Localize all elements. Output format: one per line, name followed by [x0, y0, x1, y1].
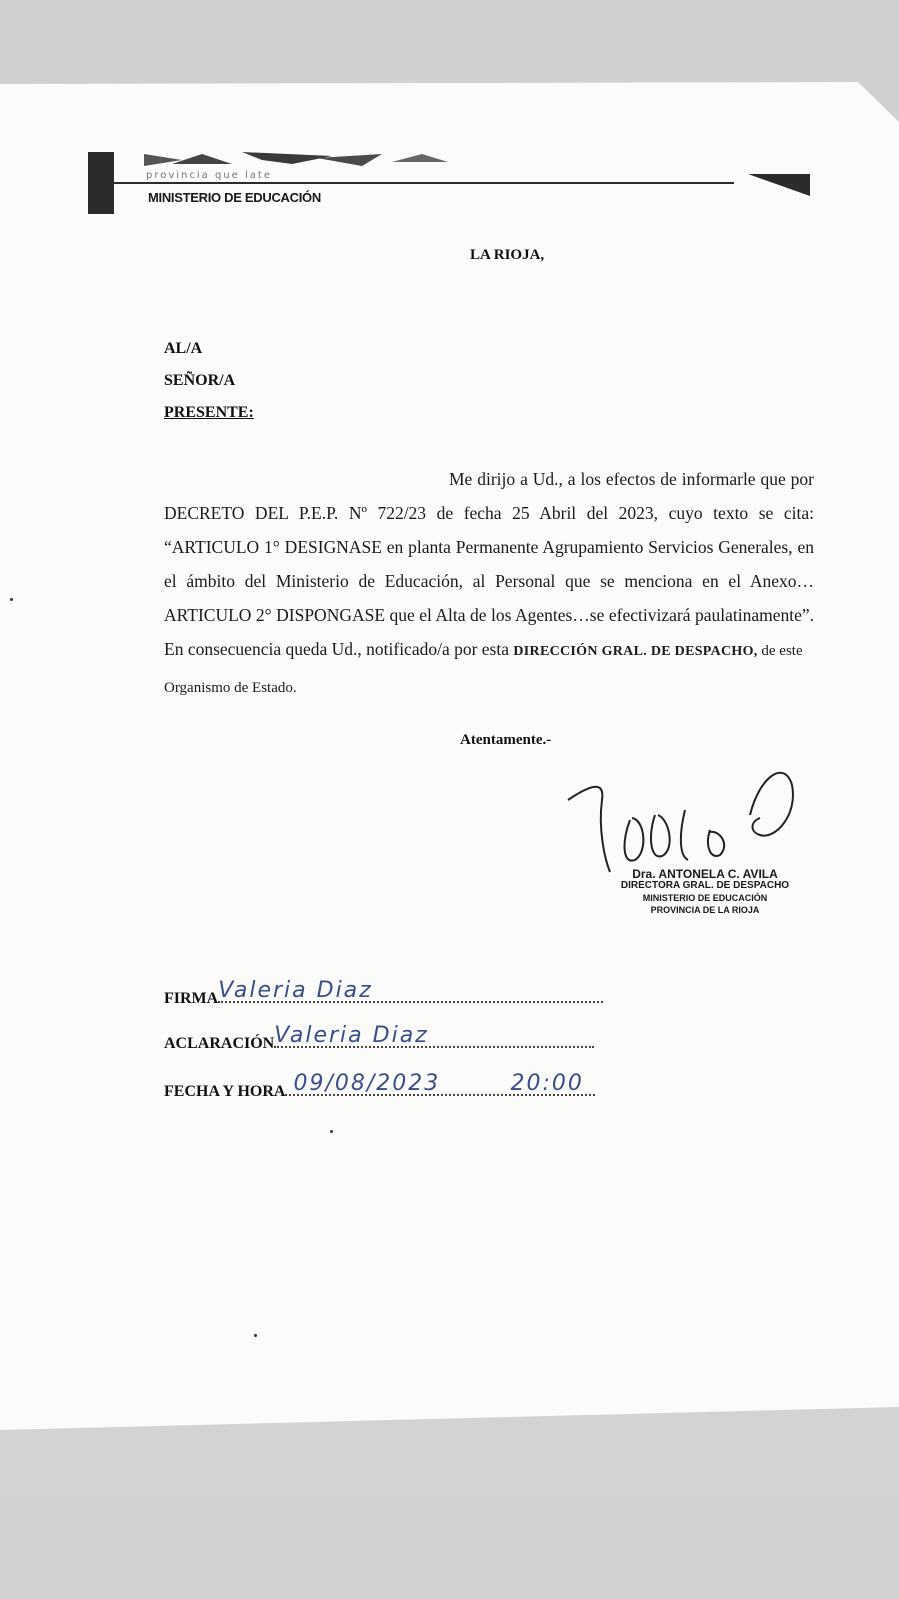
letterhead-tagline: provincia que late: [146, 170, 272, 181]
fecha-handwriting: 09/08/2023: [293, 1071, 441, 1096]
body-tail: de este: [757, 643, 803, 659]
firma-line[interactable]: [218, 978, 603, 1003]
letterhead-triangle: [748, 174, 810, 196]
firma-label: FIRMA: [164, 990, 219, 1007]
address-line-3: PRESENTE:: [164, 404, 254, 421]
official-stamp: [605, 868, 805, 916]
signature-scribble: [560, 760, 810, 880]
letter-body: [164, 462, 814, 705]
body-paragraph-2: Organismo de Estado.: [164, 680, 297, 696]
address-line-1: AL/A: [164, 340, 203, 357]
ministry-name: MINISTERIO DE EDUCACIÓN: [148, 190, 321, 205]
stamp-ministry: MINISTERIO DE EDUCACIÓN: [642, 893, 768, 903]
firma-field: [164, 978, 603, 1008]
paper-speck: [10, 598, 13, 601]
address-line-2: SEÑOR/A: [164, 372, 236, 389]
aclaracion-field: [164, 1023, 594, 1053]
aclaracion-line[interactable]: [274, 1023, 594, 1048]
stamp-province: PROVINCIA DE LA RIOJA: [650, 905, 760, 915]
city-line: LA RIOJA,: [470, 247, 545, 263]
document-paper: [0, 82, 899, 1430]
paper-speck: [254, 1334, 257, 1337]
letterhead-rule: [114, 182, 734, 184]
paper-speck: [330, 1130, 333, 1133]
office-name: DIRECCIÓN GRAL. DE DESPACHO,: [513, 644, 758, 659]
aclaracion-label: ACLARACIÓN: [164, 1035, 275, 1052]
hora-handwriting: 20:00: [510, 1071, 584, 1096]
stamp-role: DIRECTORA GRAL. DE DESPACHO: [620, 880, 790, 891]
fecha-hora-field: [164, 1071, 595, 1101]
stamp-name: Dra. ANTONELA C. AVILA: [632, 867, 778, 881]
letterhead-bar: [88, 152, 114, 214]
province-logo: [142, 150, 452, 172]
fecha-line[interactable]: [285, 1071, 595, 1096]
fecha-label: FECHA Y HORA: [164, 1083, 286, 1100]
body-paragraph: Me dirijo a Ud., a los efectos de informarle que por DECRETO DEL P.E.P. Nº 722/23 de fecha 25 Abril del 2023, cuyo texto se cita: “ARTICULO 1° DESIGNASE en planta Permanente Agrupamiento Servicios Generales, en el ámbito del Ministerio de Educación, al Personal que se menciona en el Anexo…ARTICULO 2° DISPONGASE que el Alta de los Agentes…se efectivizará paulatinamente”. En consecuencia queda Ud., notificado/a por esta: [164, 469, 814, 659]
firma-handwriting: Valeria Diaz: [218, 978, 373, 1003]
aclaracion-handwriting: Valeria Diaz: [274, 1023, 429, 1048]
closing-line: Atentamente.-: [460, 732, 552, 748]
